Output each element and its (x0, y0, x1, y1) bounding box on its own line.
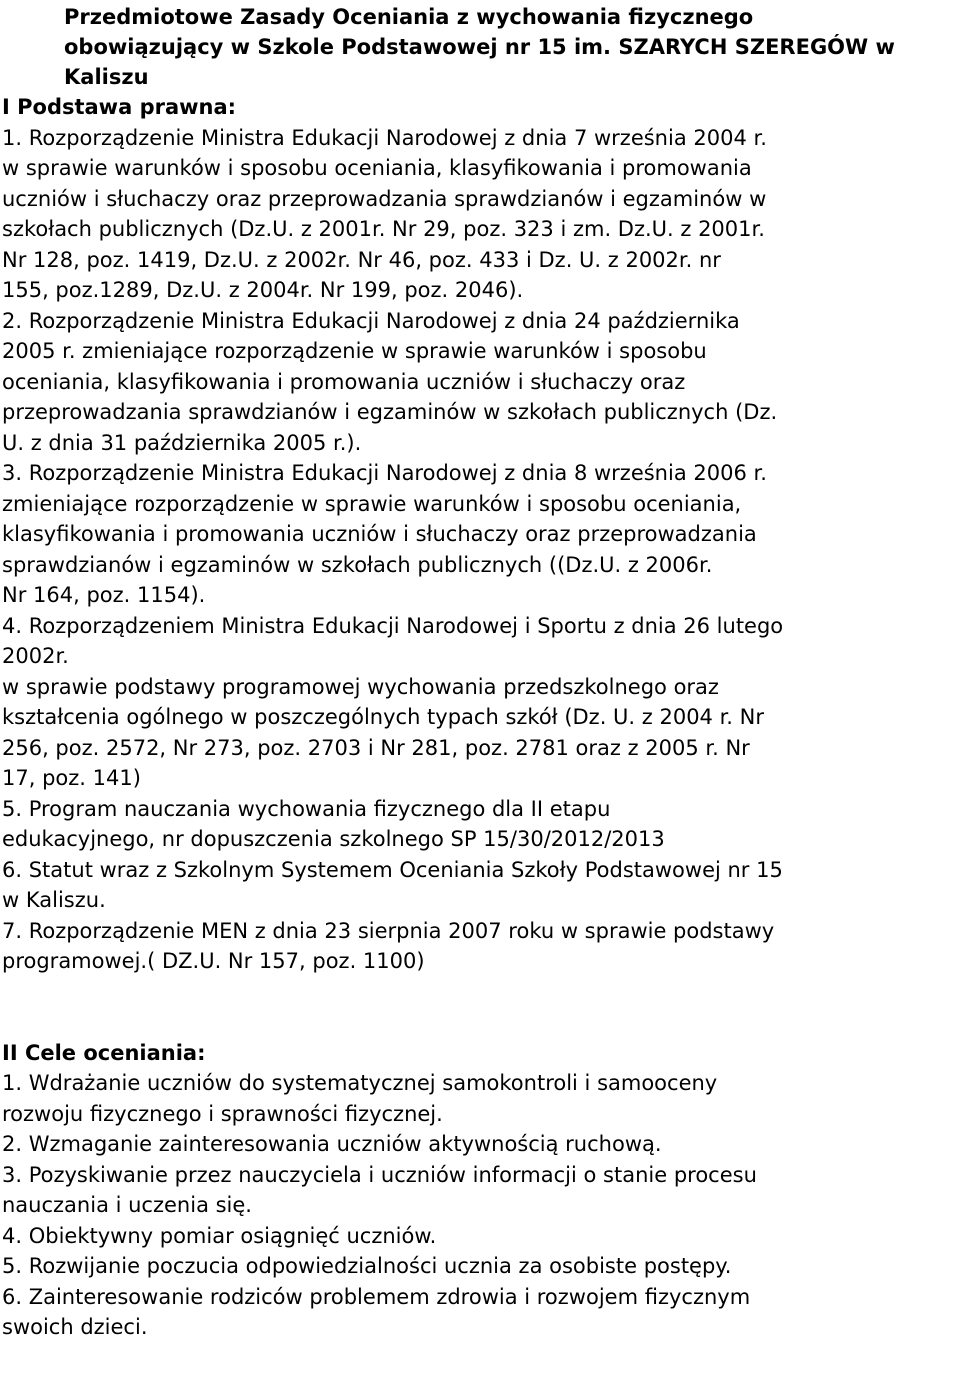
legal-basis-item-1: 1. Rozporządzenie Ministra Edukacji Narodowej z dnia 7 września 2004 r. w sprawie warunków i sposobu oceniania, klasyfikowania i promowania uczniów i słuchaczy oraz przeprowadzania sprawdzianów i egzaminów w szkołach publicznych (Dz.U. z 2001r. Nr 29, poz. 323 i zm. Dz.U. z 2001r. Nr 128, poz. 1419, Dz.U. z 2002r. Nr 46, poz. 433 i Dz. U. z 2002r. nr 155, poz.1289, Dz.U. z 2004r. Nr 199, poz. 2046). (2, 125, 767, 302)
section-assessment-goals (2, 1038, 960, 1343)
assessment-goal-item-6: 6. Zainteresowanie rodziców problemem zdrowia i rozwojem fizycznym swoich dzieci. (2, 1284, 751, 1339)
assessment-goal-item-2: 2. Wzmaganie zainteresowania uczniów aktywnością ruchową. (2, 1132, 662, 1156)
section-spacer (2, 977, 960, 1038)
document-title: Przedmiotowe Zasady Oceniania z wychowania fizycznego obowiązujący w Szkole Podstawowej nr 15 im. SZARYCH SZEREGÓW w Kaliszu (64, 5, 895, 89)
assessment-goal-item-4: 4. Obiektywny pomiar osiągnięć uczniów. (2, 1223, 437, 1248)
section-heading-assessment-goals: II Cele oceniania: (2, 1040, 206, 1065)
legal-basis-item-6: 6. Statut wraz z Szkolnym Systemem Oceniania Szkoły Podstawowej nr 15 w Kaliszu. (2, 857, 783, 912)
section-legal-basis (2, 92, 960, 977)
assessment-goal-item-1: 1. Wdrażanie uczniów do systematycznej samokontroli i samooceny rozwoju fizycznego i sprawności fizycznej. (2, 1071, 718, 1126)
legal-basis-item-2: 2. Rozporządzenie Ministra Edukacji Narodowej z dnia 24 października 2005 r. zmieniające rozporządzenie w sprawie warunków i sposobu oceniania, klasyfikowania i promowania uczniów i słuchaczy oraz przeprowadzania sprawdzianów i egzaminów w szkołach publicznych (Dz. U. z dnia 31 października 2005 r.). (2, 308, 778, 455)
legal-basis-item-4: 4. Rozporządzeniem Ministra Edukacji Narodowej i Sportu z dnia 26 lutego 2002r. w sprawie podstawy programowej wychowania przedszkolnego oraz kształcenia ogólnego w poszczególnych typach szkół (Dz. U. z 2004 r. Nr 256, poz. 2572, Nr 273, poz. 2703 i Nr 281, poz. 2781 oraz z 2005 r. Nr 17, poz. 141) (2, 613, 784, 790)
assessment-goal-item-3: 3. Pozyskiwanie przez nauczyciela i uczniów informacji o stanie procesu nauczania i uczenia się. (2, 1162, 757, 1217)
assessment-goal-item-5: 5. Rozwijanie poczucia odpowiedzialności ucznia za osobiste postępy. (2, 1254, 732, 1278)
legal-basis-item-7: 7. Rozporządzenie MEN z dnia 23 sierpnia 2007 roku w sprawie podstawy programowej.( DZ.U. Nr 157, poz. 1100) (2, 918, 775, 973)
legal-basis-item-5: 5. Program nauczania wychowania fizycznego dla II etapu edukacyjnego, nr dopuszczenia szkolnego SP 15/30/2012/2013 (2, 796, 665, 851)
legal-basis-item-3: 3. Rozporządzenie Ministra Edukacji Narodowej z dnia 8 września 2006 r. zmieniające rozporządzenie w sprawie warunków i sposobu oceniania, klasyfikowania i promowania uczniów i słuchaczy oraz przeprowadzania sprawdzianów i egzaminów w szkołach publicznych ((Dz.U. z 2006r. Nr 164, poz. 1154). (2, 461, 767, 607)
section-heading-legal-basis: I Podstawa prawna: (2, 95, 237, 119)
